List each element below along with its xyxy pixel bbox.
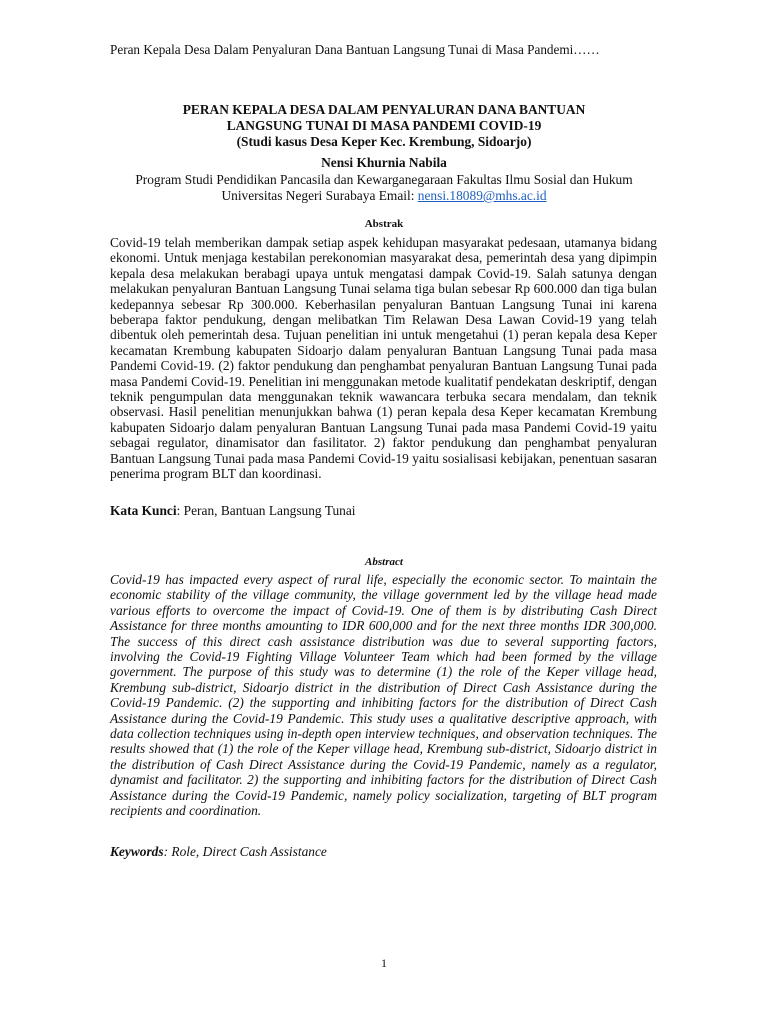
keywords	[110, 844, 657, 860]
keywords-label: Keywords	[110, 844, 164, 859]
abstrak-body: Covid-19 telah memberikan dampak setiap aspek kehidupan masyarakat pedesaan, utamanya bidang ekonomi. Untuk menjaga kestabilan perekonomian masyarakat desa, pemerintah desa yang dipimpin kepala desa melakukan berabagi upaya untuk mengatasi dampak Covid-19. Salah satunya dengan melakukan penyaluran Bantuan Langsung Tunai selama tiga bulan sebesar Rp 600.000 dan tiga bulan kedepannya sebesar Rp 300.000. Keberhasilan penyaluran Bantuan Langsung Tunai ini karena beberapa faktor pendukung, dengan melibatkan Tim Relawan Desa Lawan Covid-19 yang telah dibentuk oleh pemerintah desa. Tujuan penelitian ini untuk mengetahui (1) peran kepala desa Keper kecamatan Krembung kabupaten Sidoarjo dalam penyaluran Bantuan Langsung Tunai pada masa Pandemi Covid-19. (2) faktor pendukung dan penghambat penyaluran Bantuan Langsung Tunai pada masa Pandemi Covid-19. Penelitian ini menggunakan metode kualitatif pendekatan deskriptif, dengan teknik pengumpulan data menggunakan teknik wawancara terbuka secara mendalam, dan teknik observasi. Hasil penelitian menunjukkan bahwa (1) peran kepala desa Keper kecamatan Krembung kabupaten Sidoarjo dalam penyaluran Bantuan Langsung Tunai pada masa Pandemi Covid-19 yaitu sebagai regulator, dinamisator dan fasilitator. 2) faktor pendukung dan penghambat penyaluran Bantuan Langsung Tunai pada masa Pandemi Covid-19 yaitu sosialisasi kebijakan, penentuan sasaran penerima program BLT dan koordinasi.	[110, 235, 657, 482]
author-affiliation	[100, 172, 668, 204]
affiliation-university	[100, 188, 668, 204]
title-subtitle: (Studi kasus Desa Keper Kec. Krembung, Sidoarjo)	[236, 134, 532, 149]
author-name: Nensi Khurnia Nabila	[321, 155, 447, 170]
author-email-link[interactable]: nensi.18089@mhs.ac.id	[417, 188, 547, 203]
abstract-heading: Abstract	[365, 556, 403, 568]
running-header: Peran Kepala Desa Dalam Penyaluran Dana Bantuan Langsung Tunai di Masa Pandemi……	[110, 42, 600, 57]
kata-kunci-text: : Peran, Bantuan Langsung Tunai	[176, 503, 356, 518]
page-number: 1	[381, 956, 387, 970]
keywords-text: : Role, Direct Cash Assistance	[163, 844, 327, 859]
kata-kunci-label: Kata Kunci	[110, 503, 177, 518]
title-line-2: LANGSUNG TUNAI DI MASA PANDEMI COVID-19	[226, 118, 542, 133]
affiliation-program: Program Studi Pendidikan Pancasila dan Kewarganegaraan Fakultas Ilmu Sosial dan Hukum	[135, 172, 633, 187]
paper-title	[100, 102, 668, 150]
affiliation-university-text: Universitas Negeri Surabaya Email:	[221, 188, 418, 203]
abstract-body: Covid-19 has impacted every aspect of rural life, especially the economic sector. To maintain the economic stability of the village community, the village government led by the village head made various efforts to overcome the impact of Covid-19. One of them is by distributing Cash Direct Assistance for three months amounting to IDR 600,000 and for the next three months IDR 300,000. The success of this direct cash assistance distribution was due to several supporting factors, involving the Covid-19 Fighting Village Volunteer Team which had been formed by the village government. The purpose of this study was to determine (1) the role of the Keper village head, Krembung sub-district, Sidoarjo district in the distribution of Direct Cash Assistance during the Covid-19 Pandemic. (2) the supporting and inhibiting factors for the distribution of Direct Cash Assistance during the Covid-19 Pandemic. This study uses a qualitative descriptive approach, with data collection techniques using in-depth open interview techniques, and observation techniques. The results showed that (1) the role of the Keper village head, Krembung sub-district, Sidoarjo district in the distribution of Cash Direct Assistance during the Covid-19 Pandemic, namely as a regulator, dynamist and facilitator. 2) the supporting and inhibiting factors for the distribution of Direct Cash Assistance during the Covid-19 Pandemic, namely policy socialization, targeting of BLT program recipients and coordination.	[110, 572, 657, 819]
kata-kunci	[110, 503, 657, 519]
title-line-1: PERAN KEPALA DESA DALAM PENYALURAN DANA BANTUAN	[182, 102, 586, 117]
abstrak-heading: Abstrak	[364, 218, 404, 230]
